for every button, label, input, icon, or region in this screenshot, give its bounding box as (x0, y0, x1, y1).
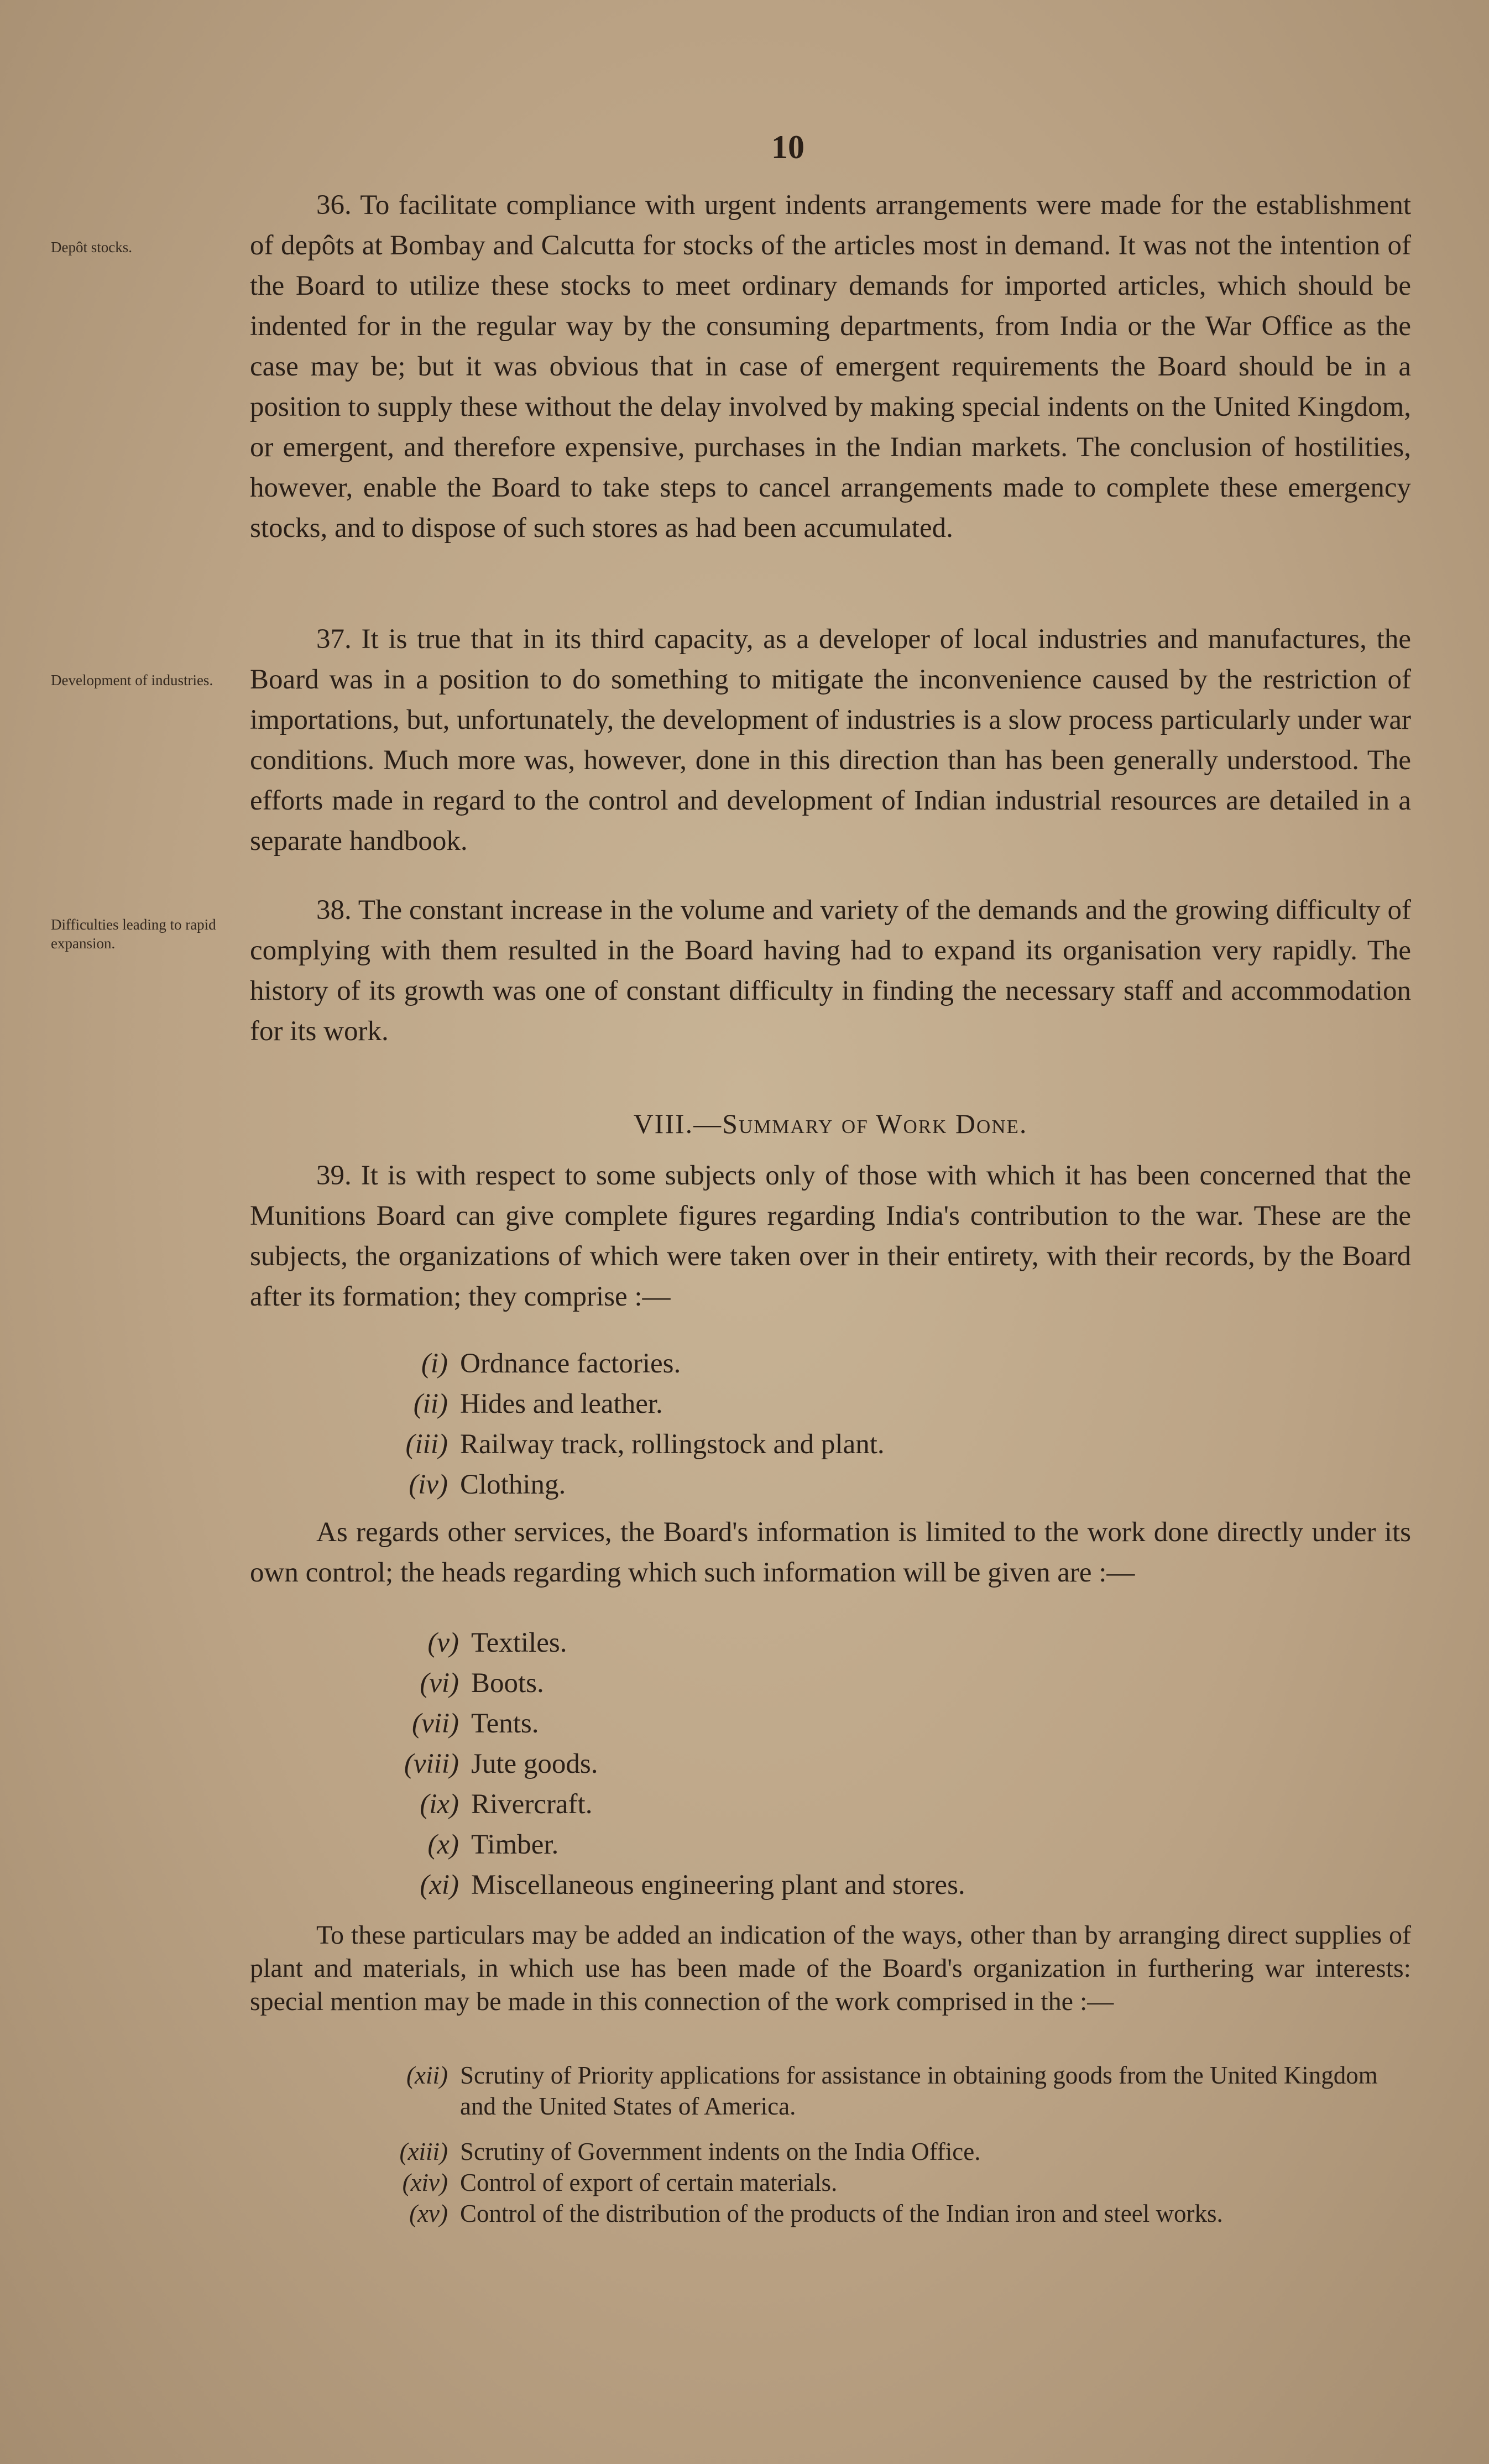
list-item-text: Textiles. (471, 1627, 567, 1658)
paragraph-particulars: To these particulars may be added an indication of the ways, other than by arranging direct supplies of plant and materials, in which use has been made of the Board's organization in furthering war interests: special mention may be made in this connection of the work comprised in the :— (250, 1920, 1411, 2016)
margin-note-difficulties: Difficulties leading to rapid expansion. (51, 916, 216, 952)
list-item-text: Miscellaneous engineering plant and stores. (471, 1870, 965, 1901)
list-item-text: Hides and leather. (460, 1388, 663, 1419)
list-item-number: (viii) (404, 1748, 459, 1779)
paragraph-37-block (250, 619, 1411, 862)
list-item-number: (v) (427, 1627, 459, 1658)
list-item (387, 1384, 1382, 1424)
section-heading-numeral: VIII.— (633, 1108, 723, 1139)
list-item-text: Rivercraft. (471, 1789, 593, 1820)
list-item (387, 2136, 1410, 2167)
list-item-number: (xv) (409, 2200, 448, 2227)
list-item (387, 2167, 1410, 2198)
paragraph-particulars-block (250, 1919, 1411, 2018)
list-item-number: (vii) (412, 1708, 459, 1739)
list-item-number: (iv) (409, 1469, 448, 1500)
list-item-text: Railway track, rollingstock and plant. (460, 1429, 885, 1460)
list-item-number: (iii) (405, 1429, 448, 1460)
list-item-text: Clothing. (460, 1469, 566, 1500)
list-item-number: (ii) (413, 1388, 448, 1419)
list-item (387, 1344, 1382, 1384)
paragraph-36: 36. To facilitate compliance with urgent indents arrangements were made for the establishment of depôts at Bombay and Calcutta for stocks of the articles most in demand. It was not the intention of the Board to utilize these stocks to meet ordinary demands for imported articles, which should be indented for in the regular way by the consuming departments, from India or the War Office as the case may be; but it was obvious that in case of emergent requirements the Board should be in a position to supply these without the delay involved by making special indents on the United Kingdom, or emergent, and therefore expensive, purchases in the Indian markets. The conclusion of hostilities, however, enable the Board to take steps to cancel arrangements made to complete these emergency stocks, and to dispose of such stores as had been accumulated. (250, 190, 1411, 544)
list-item (387, 1744, 1382, 1784)
list-own-control (387, 1623, 1382, 1906)
list-item-number: (xiii) (399, 2138, 448, 2165)
paragraph-39-block (250, 1156, 1411, 1317)
list-item-text: Timber. (471, 1829, 559, 1860)
list-item-text: Control of the distribution of the products of the Indian iron and steel works. (460, 2200, 1223, 2227)
paragraph-other-services-block (250, 1512, 1411, 1593)
list-item-text: Scrutiny of Priority applications for assistance in obtaining goods from the United Kingdom and the United States of America. (460, 2061, 1378, 2120)
paragraph-37: 37. It is true that in its third capacity, as a developer of local industries and manufactures, the Board was in a position to do something to mitigate the inconvenience caused by the restriction of importations, but, unfortunately, the development of industries is a slow process particularly under war conditions. Much more was, however, done in this direction than has been generally understood. The efforts made in regard to the control and development of Indian industrial resources are detailed in a separate handbook. (250, 624, 1411, 857)
list-item-number: (xii) (406, 2061, 448, 2089)
list-item-text: Control of export of certain materials. (460, 2169, 838, 2196)
list-item-text: Scrutiny of Government indents on the India Office. (460, 2138, 981, 2165)
list-item-number: (x) (427, 1829, 459, 1860)
list-item-number: (ix) (420, 1789, 459, 1820)
list-other-work (387, 2060, 1410, 2229)
list-item-number: (i) (421, 1348, 448, 1379)
list-item-number: (vi) (420, 1668, 459, 1699)
list-item (387, 2198, 1410, 2229)
list-item (387, 1663, 1382, 1704)
section-heading-title: Summary of Work Done. (722, 1108, 1028, 1139)
paragraph-38: 38. The constant increase in the volume and variety of the demands and the growing difficulty of complying with them resulted in the Board having had to expand its organisation very rapidly. The history of its growth was one of constant difficulty in finding the necessary staff and accommodation for its work. (250, 895, 1411, 1047)
list-item-text: Boots. (471, 1668, 544, 1699)
list-item (387, 1424, 1382, 1465)
list-item (387, 2060, 1410, 2122)
list-item (387, 1865, 1382, 1906)
paragraph-36-block (250, 185, 1411, 549)
list-item (387, 1704, 1382, 1744)
page-number: 10 (771, 129, 804, 165)
paragraph-38-block (250, 890, 1411, 1052)
list-item (387, 1465, 1382, 1505)
list-item-text: Tents. (471, 1708, 539, 1739)
margin-note-development: Development of industries. (51, 672, 213, 688)
paragraph-other-services: As regards other services, the Board's information is limited to the work done directly under its own control; the heads regarding which such information will be given are :— (250, 1517, 1411, 1588)
list-item-number: (xiv) (402, 2169, 448, 2196)
list-item-number: (xi) (420, 1870, 459, 1901)
margin-note-depot-stocks: Depôt stocks. (51, 239, 132, 255)
list-item (387, 1825, 1382, 1865)
list-item-text: Jute goods. (471, 1748, 598, 1779)
list-item (387, 1623, 1382, 1663)
paragraph-39: 39. It is with respect to some subjects only of those with which it has been concerned that the Munitions Board can give complete figures regarding India's contribution to the war. These are the subjects, the organizations of which were taken over in their entirety, with their records, by the Board after its formation; they comprise :— (250, 1160, 1411, 1312)
list-item (387, 1784, 1382, 1825)
list-item-text: Ordnance factories. (460, 1348, 681, 1379)
section-heading (250, 1108, 1411, 1140)
list-records (387, 1344, 1382, 1505)
